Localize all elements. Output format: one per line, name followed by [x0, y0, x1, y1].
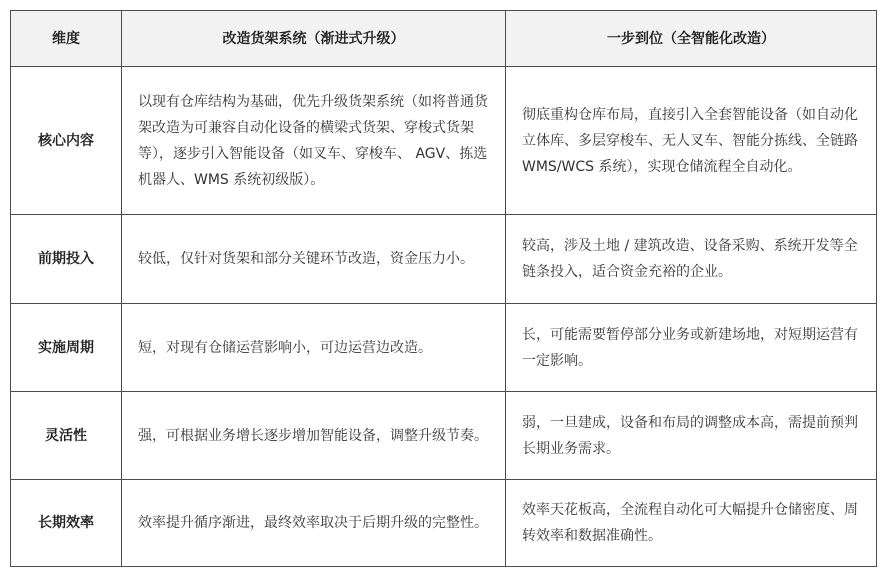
- row-gradual-cell: 较低，仅针对货架和部分关键环节改造，资金压力小。: [122, 215, 506, 304]
- row-dimension-label: 灵活性: [11, 392, 122, 480]
- table-header: [11, 11, 877, 67]
- row-dimension-label: 前期投入: [11, 215, 122, 304]
- header-gradual-upgrade: 改造货架系统（渐进式升级）: [122, 11, 506, 67]
- table-row: [11, 215, 877, 304]
- row-full-cell: 效率天花板高，全流程自动化可大幅提升仓储密度、周转效率和数据准确性。: [506, 480, 877, 567]
- row-dimension-label: 实施周期: [11, 304, 122, 392]
- row-dimension-label: 核心内容: [11, 67, 122, 215]
- row-full-cell: 彻底重构仓库布局，直接引入全套智能设备（如自动化立体库、多层穿梭车、无人叉车、智能分拣线、全链路 WMS/WCS 系统），实现仓储流程全自动化。: [506, 67, 877, 215]
- row-dimension-label: 长期效率: [11, 480, 122, 567]
- header-row: [11, 11, 877, 67]
- table-row: [11, 304, 877, 392]
- row-full-cell: 长，可能需要暂停部分业务或新建场地，对短期运营有一定影响。: [506, 304, 877, 392]
- row-full-cell: 较高，涉及土地 / 建筑改造、设备采购、系统开发等全链条投入，适合资金充裕的企业。: [506, 215, 877, 304]
- row-gradual-cell: 以现有仓库结构为基础，优先升级货架系统（如将普通货架改造为可兼容自动化设备的横梁式货架、穿梭式货架等），逐步引入智能设备（如叉车、穿梭车、 AGV、拣选机器人、WMS 系统初级版）。: [122, 67, 506, 215]
- row-full-cell: 弱，一旦建成，设备和布局的调整成本高，需提前预判长期业务需求。: [506, 392, 877, 480]
- table-body: [11, 67, 877, 567]
- table-row: [11, 67, 877, 215]
- header-full-upgrade: 一步到位（全智能化改造）: [506, 11, 877, 67]
- table-row: [11, 480, 877, 567]
- row-gradual-cell: 强，可根据业务增长逐步增加智能设备，调整升级节奏。: [122, 392, 506, 480]
- header-dimension: 维度: [11, 11, 122, 67]
- table-row: [11, 392, 877, 480]
- row-gradual-cell: 效率提升循序渐进，最终效率取决于后期升级的完整性。: [122, 480, 506, 567]
- comparison-table: [10, 10, 877, 567]
- row-gradual-cell: 短，对现有仓储运营影响小，可边运营边改造。: [122, 304, 506, 392]
